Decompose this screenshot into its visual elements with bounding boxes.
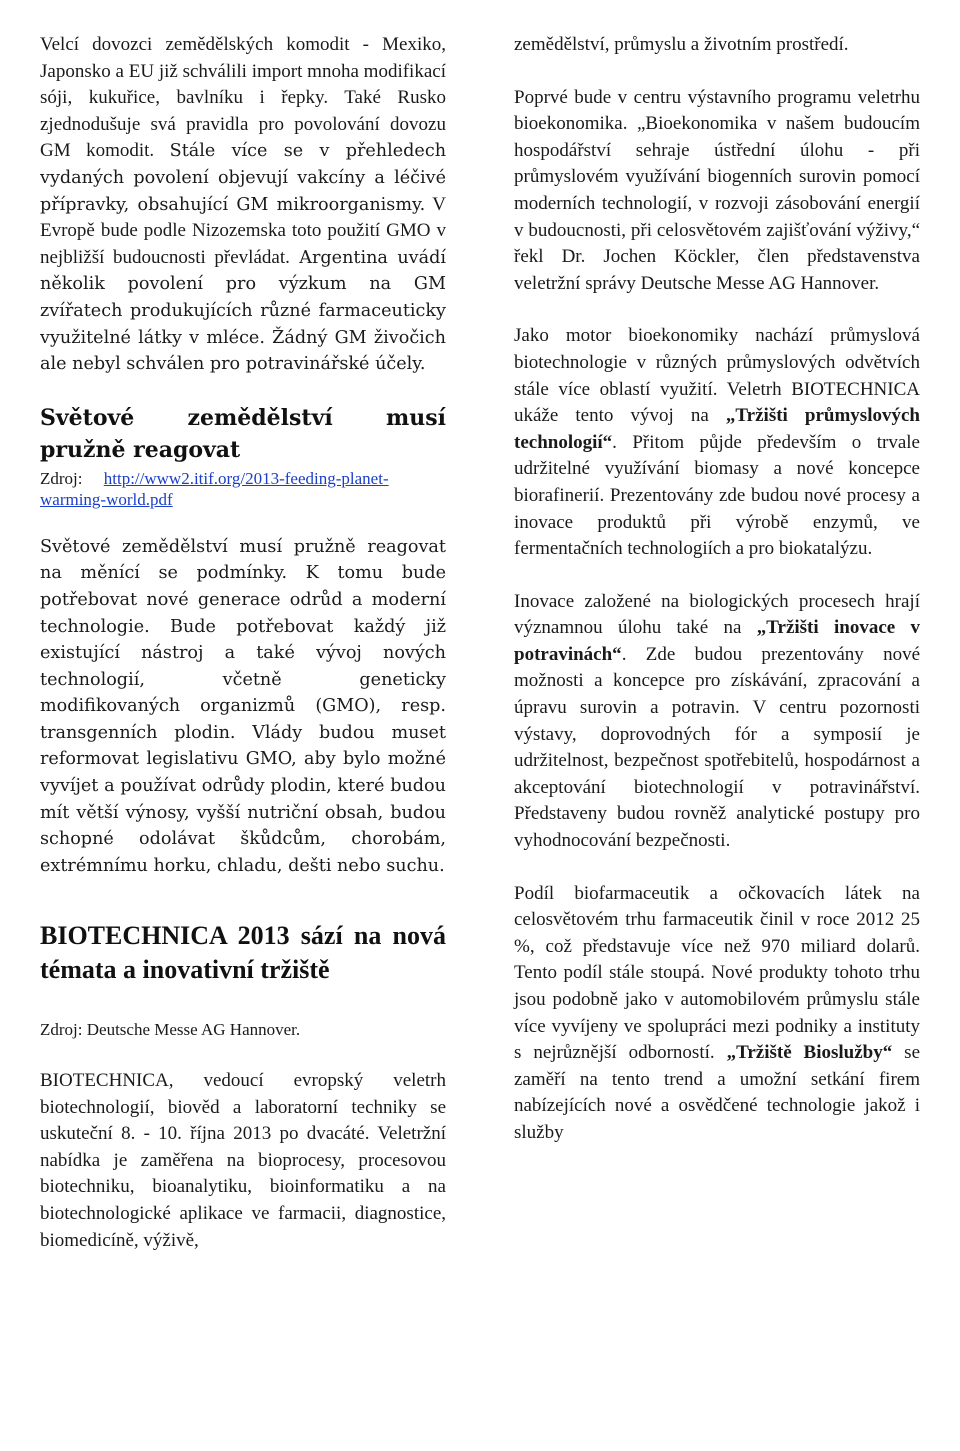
paragraph-world-agriculture: Světové zemědělství musí pružně reagovat na měnící se podmínky. K tomu bude potřebovat nové generace odrůd a moderní technologie. Bude potřebovat každý již existující nástroj a také vývoj nových technologií, včetně geneticky modifikovaných organizmů (GMO), resp. transgenních plodin. Vlády budou muset reformovat legislativu GMO, aby bylo možné vyvíjet a používat odrůdy plodin, které budou mít větší výnosy, vyšší nutriční obsah, budou schopné odolávat škůdcům, chorobám, extrémnímu horku, chladu, dešti nebo suchu. bbox=[40, 536, 446, 876]
text-food-marketplace: „Tržišti inovace v potravinách“ bbox=[514, 617, 920, 665]
paragraph-industrial-biotech bbox=[514, 323, 920, 562]
text-industrial-b: . Přitom půjde především o trvale udržitelné využívání biomasy a nové koncepce biorafinerií. Prezentovány zde budou nové procesy a inovace produktů při výrobě enzymů, ve fermentačních technologiích a pro biokatalýzu. bbox=[514, 431, 920, 560]
paragraph-gm-imports bbox=[40, 32, 446, 378]
text-biotechnica-date: BIOTECHNICA, vedoucí evropský veletrh biotechnologií, biověd a laboratorní techniky se uskuteční 8. - 10. října 2013 po dvacáté. bbox=[40, 1070, 446, 1145]
source-label: Zdroj: bbox=[40, 468, 83, 488]
source-line-2: Zdroj: Deutsche Messe AG Hannover. bbox=[40, 1020, 301, 1040]
text-europe: V Evropě bude podle Nizozemska toto použití GMO v nejbližší budoucnosti převládat. bbox=[40, 193, 446, 268]
text-gm-imports: Velcí dovozci zemědělských komodit - Mexiko, Japonsko a EU již schválili import mnoha modifikací sóji, kukuřice, bavlníku i řepky. Také Rusko zjednodušuje svá pravidla pro povolování dovozu GM komodit. bbox=[40, 34, 446, 162]
paragraph-continuation: zemědělství, průmyslu a životním prostředí. bbox=[514, 34, 849, 55]
text-industrial-a: Jako motor bioekonomiky nachází průmyslová biotechnologie v různých průmyslových odvětvích stále více oblastí využití. Veletrh BIOTECHNICA ukáže tento vývoj na bbox=[514, 325, 920, 427]
heading-biotechnica: BIOTECHNICA 2013 sází na nová témata a inovativní tržiště bbox=[40, 921, 446, 985]
paragraph-biotechnica-intro bbox=[40, 1068, 446, 1254]
text-food-b: . Zde budou prezentovány nové možnosti a koncepce pro získávání, zpracování a úpravu surovin a potravin. V centru pozornosti výstavy, doprovodných fór a symposií je udržitelnost, bezpečnost spotřebitelů, hospodárnost a akceptování biotechnologií v potravinářství. Představeny budou rovněž analytické postupy pro vyhodnocování bezpečnosti. bbox=[514, 643, 920, 852]
left-column bbox=[40, 32, 446, 1254]
source-line-1 bbox=[40, 468, 446, 510]
right-column bbox=[514, 32, 920, 1147]
paragraph-food-innovation bbox=[514, 589, 920, 855]
text-fair-offer: Veletržní nabídka je zaměřena na bioprocesy, procesovou biotechniku, bioanalytiku, bioinformatiku a na biotechnologické aplikace ve farmacii, diagnostice, biomedicíně, výživě, bbox=[40, 1123, 446, 1251]
text-vaccines: Stále více se v přehledech vydaných povolení objevují vakcíny a léčivé přípravky, obsahující GM mikroorganismy. bbox=[40, 141, 447, 215]
text-biopharma-b: se zaměří na tento trend a umožní setkání firem nabízejících nové a osvědčené technologie jakož i služby bbox=[514, 1042, 921, 1143]
heading-world-agriculture: Světové zemědělství musí pružně reagovat bbox=[40, 404, 446, 463]
source-link[interactable]: http://www2.itif.org/2013-feeding-planet-warming-world.pdf bbox=[40, 468, 389, 509]
paragraph-bioeconomy: Poprvé bude v centru výstavního programu veletrhu bioekonomika. „Bioekonomika v našem budoucím hospodářství sehraje ústřední úlohu - při průmyslovém využívání biogenních surovin pomocí moderních technologií, v rozvoji zásobování energií v budoucnosti, při celosvětovém zajišťování výživy,“ řekl Dr. Jochen Köckler, člen představenstva veletržní správy Deutsche Messe AG Hannover. bbox=[514, 86, 920, 294]
text-argentina: Argentina uvádí několik povolení pro výzkum na GM zvířatech produkujících různé farmaceuticky využitelné látky v mléce. Žádný GM živočich ale nebyl schválen pro potravinářské účely. bbox=[40, 247, 446, 375]
paragraph-biopharma bbox=[514, 881, 920, 1147]
text-industrial-marketplace: „Tržišti průmyslových technologií“ bbox=[514, 405, 920, 453]
text-bioservices-marketplace: „Tržiště Bioslužby“ bbox=[726, 1042, 893, 1064]
text-biopharma-a: Podíl biofarmaceutik a očkovacích látek na celosvětovém trhu farmaceutik činil v roce 2012 25 %, což představuje více než 970 miliard dolarů. Tento podíl stále stoupá. Nové produkty tohoto trhu jsou podobně jako v automobilovém průmyslu stále více vyvíjeny ve spolupráci mezi podniky a instituty s nejrůznější odborností. bbox=[514, 882, 920, 1064]
text-food-a: Inovace založené na biologických procesech hrají významnou úlohu také na bbox=[514, 590, 920, 639]
